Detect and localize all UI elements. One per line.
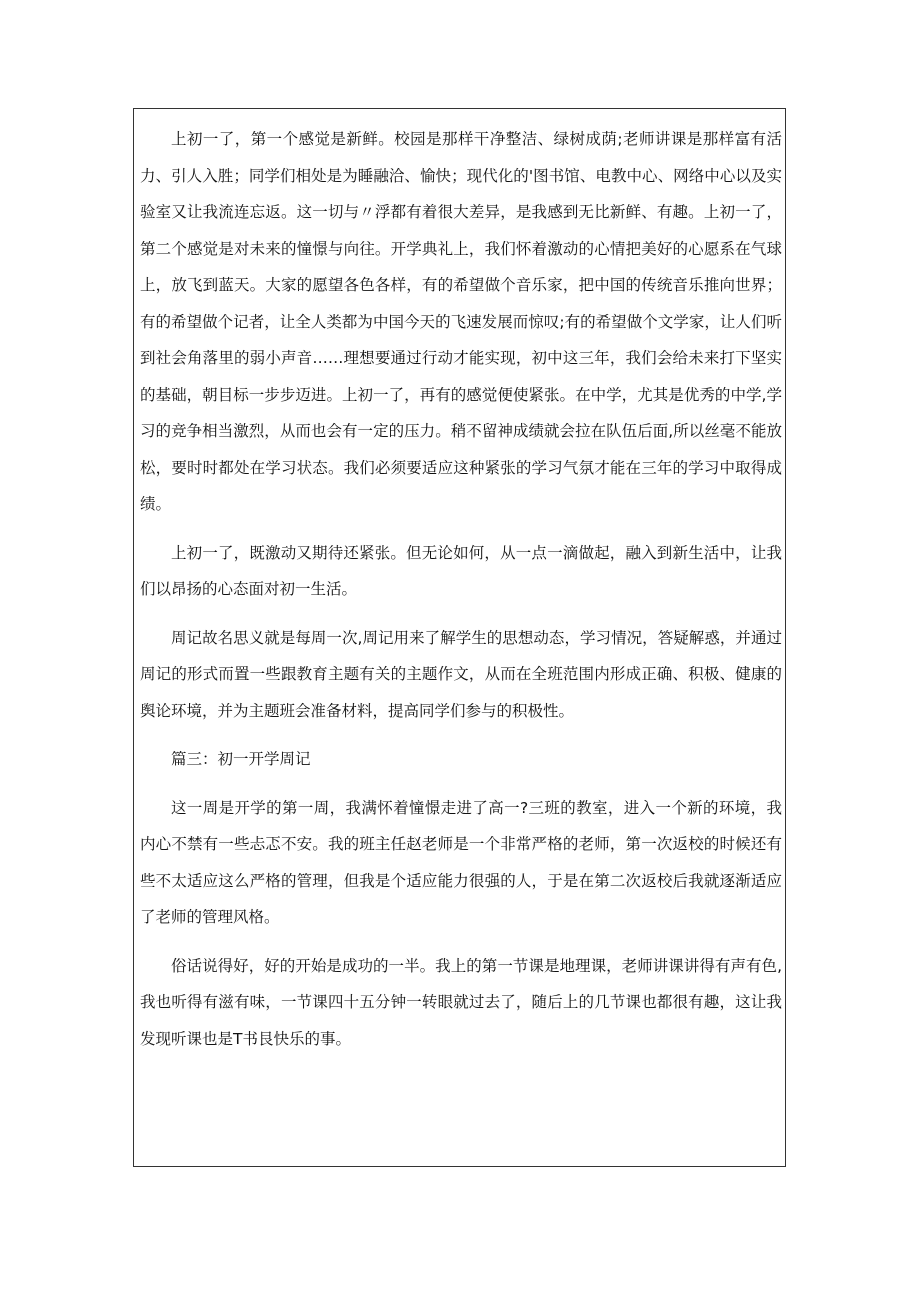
paragraph-first-class: 俗话说得好，好的开始是成功的一半。我上的第一节课是地理课，老师讲课讲得有声有色,我也听得有滋有味，一节课四十五分钟一转眼就过去了，随后上的几节课也都很有趣，这让我发现听课也是T书艮快乐的事。 [140, 956, 782, 1048]
document-body [140, 121, 782, 1057]
paragraph-conclusion: 上初一了，既激动又期待还紧张。但无论如何，从一点一滴做起，融入到新生活中，让我们以昂扬的心态面对初一生活。 [140, 543, 782, 598]
document-frame [133, 108, 786, 1167]
paragraph-first-impressions: 上初一了，第一个感觉是新鲜。校园是那样干净整洁、绿树成荫;老师讲课是那样富有活力、引人入胜；同学们相处是为睡融洽、愉快；现代化的'图书馆、电教中心、网络中心以及实验室又让我流连忘返。这一切与〃浮都有着很大差异，是我感到无比新鲜、有趣。上初一了，第二个感觉是对未来的憧憬与向往。开学典礼上，我们怀着激动的心情把美好的心愿系在气球上，放飞到蓝天。大家的愿望各色各样，有的希望做个音乐家，把中国的传统音乐推向世界；有的希望做个记者，让全人类都为中国今天的飞速发展而惊叹;有的希望做个文学家，让人们听到社会角落里的弱小声音……理想要通过行动才能实现，初中这三年，我们会给未来打下坚实的基础，朝目标一步步迈进。上初一了，再有的感觉便使紧张。在中学，尤其是优秀的中学,学习的竞争相当激烈，从而也会有一定的压力。稍不留神成绩就会拉在队伍后面,所以丝毫不能放松，要时时都处在学习状态。我们必须要适应这种紧张的学习气氛才能在三年的学习中取得成绩。 [140, 130, 782, 513]
section-heading: 篇三：初一开学周记 [171, 750, 311, 768]
paragraph-first-week: 这一周是开学的第一周，我满怀着憧憬走进了高一?三班的教室，进入一个新的环境，我内心不禁有一些忐忑不安。我的班主任赵老师是一个非常严格的老师，第一次返校的时候还有些不太适应这么严格的管理，但我是个适应能力很强的人，于是在第二次返校后我就逐渐适应了老师的管理风格。 [140, 798, 782, 926]
paragraph-weekly-journal-definition: 周记故名思义就是每周一次,周记用来了解学生的思想动态，学习情况，答疑解惑，并通过周记的形式而置一些跟教育主题有关的主题作文，从而在全班范围内形成正确、积极、健康的舆论环境，并为主题班会准备材料，提高同学们参与的积极性。 [140, 628, 782, 720]
